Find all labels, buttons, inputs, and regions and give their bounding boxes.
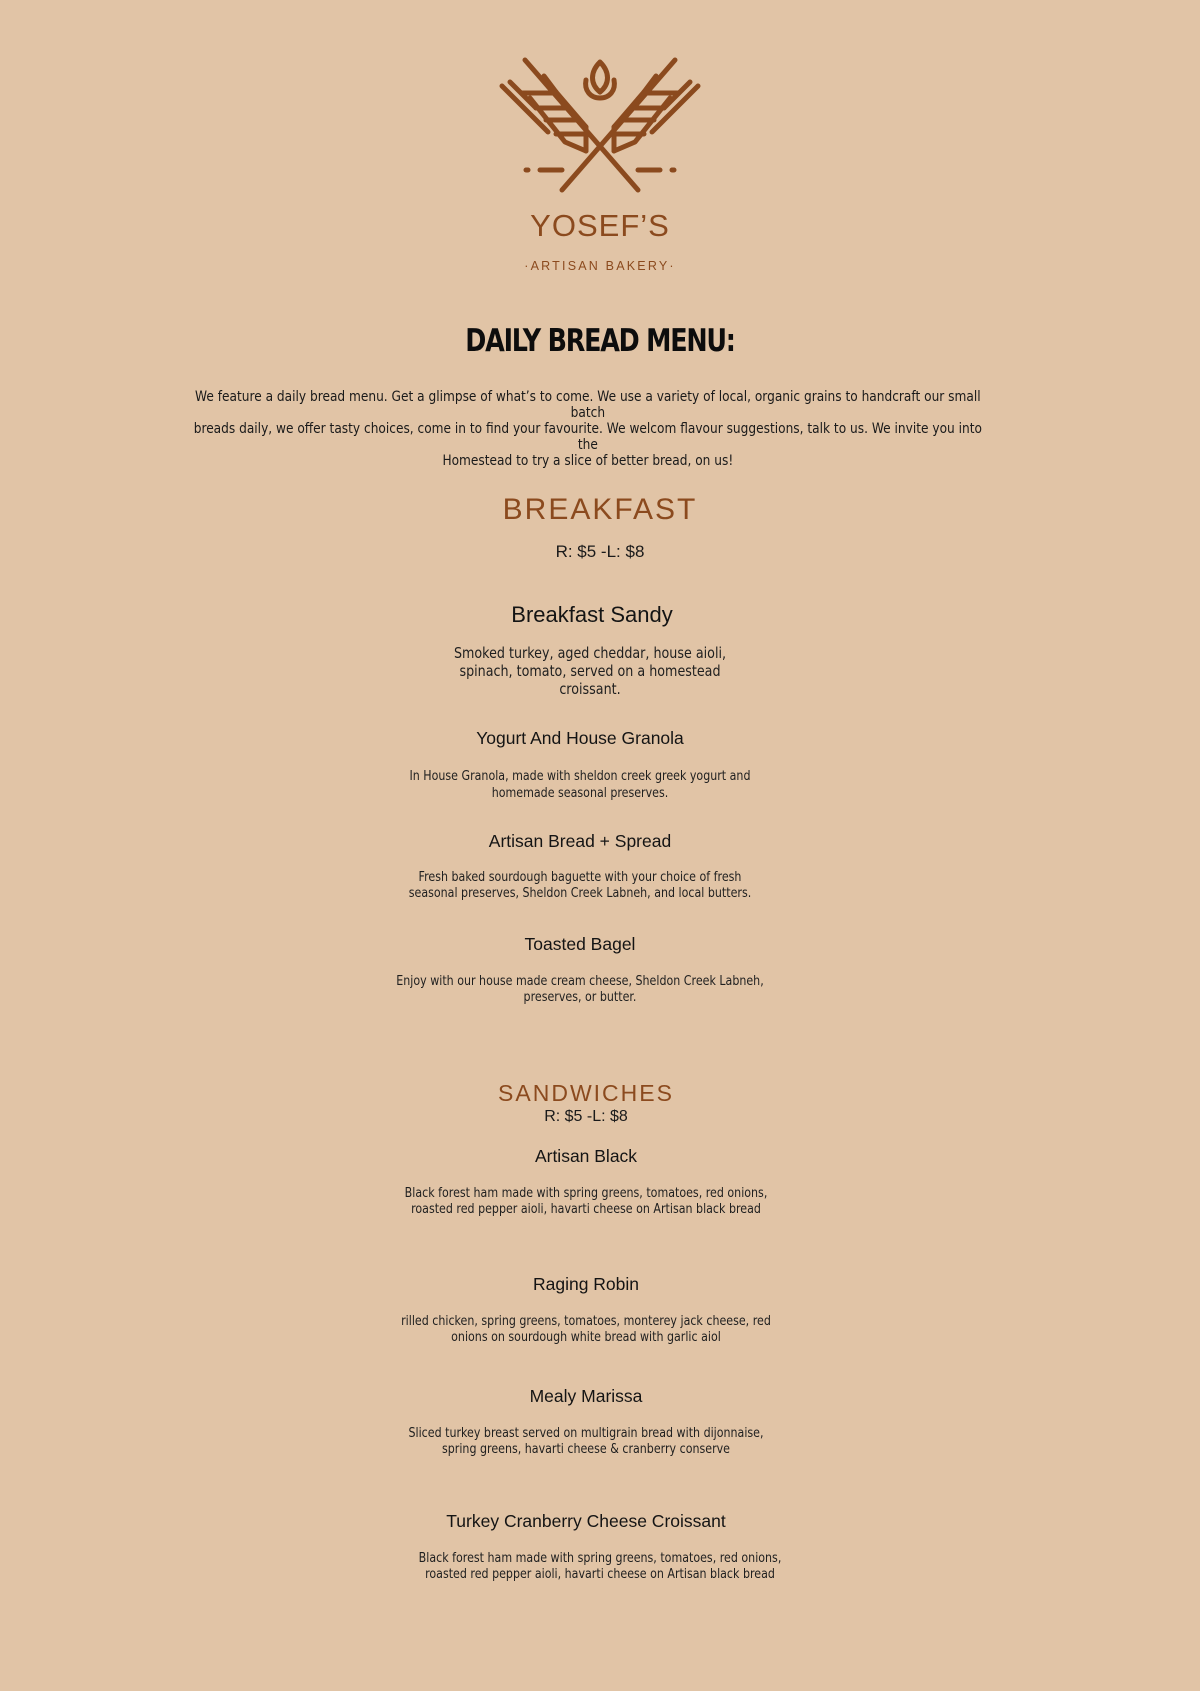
item-description [108,1551,1092,1582]
item-description [88,974,1072,1005]
item-name: Turkey Cranberry Cheese Croissant [446,1511,726,1531]
description-line: Sliced turkey breast served on multigrain bread with dijonnaise, [408,1425,764,1441]
description-line: In House Granola, made with sheldon creek greek yogurt and [409,768,751,784]
description-line: preserves, or butter. [523,988,637,1005]
section-title: SANDWICHES [498,1080,674,1106]
description-line: roasted red pepper aioli, havarti cheese on Artisan black bread [425,1565,775,1582]
item-name: Artisan Black [534,1146,638,1166]
description-line: Enjoy with our house made cream cheese, Sheldon Creek Labneh, [396,973,764,989]
intro-paragraph [188,389,988,469]
item-description [88,768,1072,802]
item-description [94,1314,1078,1345]
crossed-wheat-logo-icon [498,54,702,198]
section-title: BREAKFAST [502,493,698,526]
description-line: spring greens, havarti cheese & cranberry conserve [442,1440,730,1457]
item-name: Yogurt And House Granola [476,728,684,748]
section-price: R: $5 -L: $8 [544,1108,628,1125]
section-price: R: $5 -L: $8 [555,542,645,561]
description-line: rilled chicken, spring greens, tomatoes, monterey jack cheese, red [401,1313,771,1329]
intro-line: We feature a daily bread menu. Get a glimpse of what’s to come. We use a variety of local, organic grains to handcraft our small batch [195,389,981,421]
description-line: Smoked turkey, aged cheddar, house aioli, [453,644,727,662]
item-description [88,870,1072,901]
item-name: Artisan Bread + Spread [488,831,672,851]
description-line: Black forest ham made with spring greens, tomatoes, red onions, [404,1185,768,1201]
brand-name: YOSEF’S [530,208,670,243]
item-name: Raging Robin [532,1274,640,1294]
item-description [98,644,1082,698]
item-description [94,1186,1078,1217]
description-line: onions on sourdough white bread with garlic aiol [451,1328,721,1345]
intro-line: Homestead to try a slice of better bread, on us! [442,453,734,469]
page-title: DAILY BREAD MENU: [465,323,735,359]
item-name: Mealy Marissa [529,1386,643,1406]
description-line: roasted red pepper aioli, havarti cheese on Artisan black bread [411,1200,761,1217]
description-line: spinach, tomato, served on a homestead [459,662,721,680]
description-line: Black forest ham made with spring greens, tomatoes, red onions, [418,1550,782,1566]
description-line: Fresh baked sourdough baguette with your choice of fresh [418,869,742,885]
description-line: homemade seasonal preserves. [491,785,669,801]
description-line: croissant. [559,680,621,698]
brand-tagline: ·ARTISAN BAKERY· [524,259,676,273]
description-line: seasonal preserves, Sheldon Creek Labneh, and local butters. [408,884,752,901]
item-name: Breakfast Sandy [511,602,673,627]
intro-line: breads daily, we offer tasty choices, come in to find your favourite. We welcom flavour suggestions, talk to us. We invite you into the [193,421,982,453]
item-name: Toasted Bagel [524,934,636,954]
item-description [94,1426,1078,1457]
